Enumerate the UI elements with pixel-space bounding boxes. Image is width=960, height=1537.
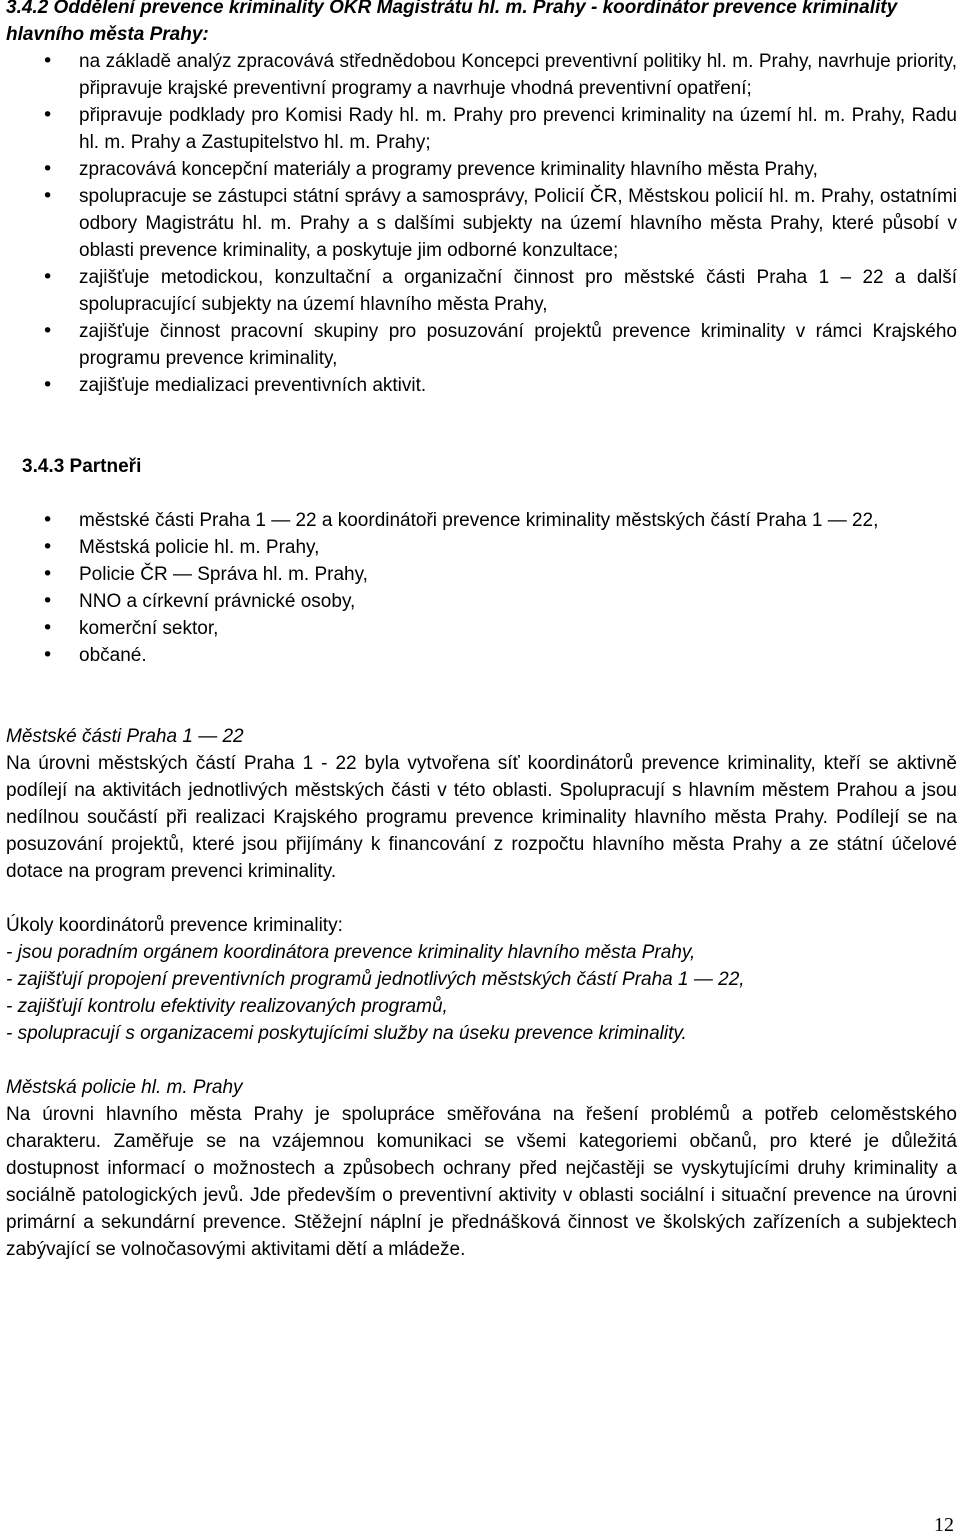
page-number: 12	[934, 1514, 954, 1536]
mestske-casti-paragraph: Na úrovni městských částí Praha 1 - 22 byla vytvořena síť koordinátorů prevence kriminality, kteří se aktivně podílejí na aktivitách jednotlivých městských části v této oblasti. Spolupracují s hlavním městem Prahou a jsou nedílnou součástí při realizaci Krajského programu prevence kriminality hlavního města Prahy. Podílejí se na posuzování projektů, které jsou přijímány k financování z rozpočtu hlavního města Prahy a ze státní účelové dotace na program prevenci kriminality.	[6, 753, 957, 882]
ukoly-line: - spolupracují s organizacemi poskytujícími služby na úseku prevence kriminality.	[6, 1023, 687, 1044]
list-item	[6, 318, 957, 372]
ukoly-line: - jsou poradním orgánem koordinátora prevence kriminality hlavního města Prahy,	[6, 942, 696, 963]
document-page	[6, 0, 957, 1263]
bullet-icon: •	[42, 563, 54, 585]
list-item-text: městské části Praha 1 — 22 a koordinátoři prevence kriminality městských částí Praha 1 — 22,	[79, 510, 879, 531]
list-item-text: zajišťuje metodickou, konzultační a organizační činnost pro městské části Praha 1 – 22 a další spolupracující subjekty na území hlavního města Prahy,	[79, 267, 957, 315]
list-item	[6, 615, 957, 642]
coordinator-duties-list	[6, 48, 957, 399]
list-item	[6, 183, 957, 264]
partners-list	[6, 507, 957, 669]
section-heading-3-4-2: 3.4.2 Oddělení prevence kriminality OKR Magistrátu hl. m. Prahy - koordinátor prevence kriminality hlavního města Prahy:	[6, 0, 898, 45]
list-item	[6, 48, 957, 102]
bullet-icon: •	[42, 374, 54, 396]
bullet-icon: •	[42, 158, 54, 180]
list-item	[6, 561, 957, 588]
list-item	[6, 588, 957, 615]
list-item-text: zpracovává koncepční materiály a programy prevence kriminality hlavního města Prahy,	[79, 159, 818, 180]
list-item	[6, 372, 957, 399]
bullet-icon: •	[42, 104, 54, 126]
list-item	[6, 264, 957, 318]
bullet-icon: •	[42, 617, 54, 639]
bullet-icon: •	[42, 509, 54, 531]
list-item-text: občané.	[79, 645, 147, 666]
list-item-text: připravuje podklady pro Komisi Rady hl. m. Prahy pro prevenci kriminality na území hl. m. Prahy, Radu hl. m. Prahy a Zastupitelstvo hl. m. Prahy;	[79, 105, 957, 153]
list-item-text: na základě analýz zpracovává střednědobou Koncepci preventivní politiky hl. m. Prahy, navrhuje priority, připravuje krajské preventivní programy a navrhuje vhodná preventivní opatření;	[79, 51, 957, 99]
list-item	[6, 642, 957, 669]
list-item-text: Policie ČR — Správa hl. m. Prahy,	[79, 564, 368, 585]
mestska-policie-paragraph: Na úrovni hlavního města Prahy je spolupráce směřována na řešení problémů a potřeb celoměstského charakteru. Zaměřuje se na vzájemnou komunikaci se všemi kategoriemi občanů, pro které je důležitá dostupnost informací o možnostech a způsobech ochrany před nejčastěji se vyskytujícími druhy kriminality a sociálně patologických jevů. Jde především o preventivní aktivity v oblasti sociální i situační prevence na úrovni primární a sekundární prevence. Stěžejní náplní je přednášková činnost ve školských zařízeních a subjektech zabývající se volnočasovými aktivitami dětí a mládeže.	[6, 1104, 957, 1260]
bullet-icon: •	[42, 50, 54, 72]
section-heading-3-4-3: 3.4.3 Partneři	[22, 456, 142, 477]
bullet-icon: •	[42, 185, 54, 207]
bullet-icon: •	[42, 644, 54, 666]
bullet-icon: •	[42, 590, 54, 612]
list-item-text: komerční sektor,	[79, 618, 219, 639]
list-item	[6, 156, 957, 183]
list-item-text: spolupracuje se zástupci státní správy a samosprávy, Policií ČR, Městskou policií hl. m. Prahy, ostatními odbory Magistrátu hl. m. Prahy a s dalšími subjekty na území hlavního města Prahy, které působí v oblasti prevence kriminality, a poskytuje jim odborné konzultace;	[79, 186, 957, 261]
ukoly-line: - zajišťují kontrolu efektivity realizovaných programů,	[6, 996, 448, 1017]
bullet-icon: •	[42, 536, 54, 558]
mestska-policie-title: Městská policie hl. m. Prahy	[6, 1077, 243, 1098]
bullet-icon: •	[42, 266, 54, 288]
list-item-text: zajišťuje medializaci preventivních aktivit.	[79, 375, 427, 396]
ukoly-line: - zajišťují propojení preventivních programů jednotlivých městských částí Praha 1 — 22,	[6, 969, 745, 990]
bullet-icon: •	[42, 320, 54, 342]
ukoly-title: Úkoly koordinátorů prevence kriminality:	[6, 915, 343, 936]
list-item	[6, 102, 957, 156]
list-item	[6, 507, 957, 534]
list-item-text: NNO a církevní právnické osoby,	[79, 591, 356, 612]
list-item-text: Městská policie hl. m. Prahy,	[79, 537, 320, 558]
mestske-casti-title: Městské části Praha 1 — 22	[6, 726, 244, 747]
list-item	[6, 534, 957, 561]
list-item-text: zajišťuje činnost pracovní skupiny pro posuzování projektů prevence kriminality v rámci Krajského programu prevence kriminality,	[79, 321, 957, 369]
